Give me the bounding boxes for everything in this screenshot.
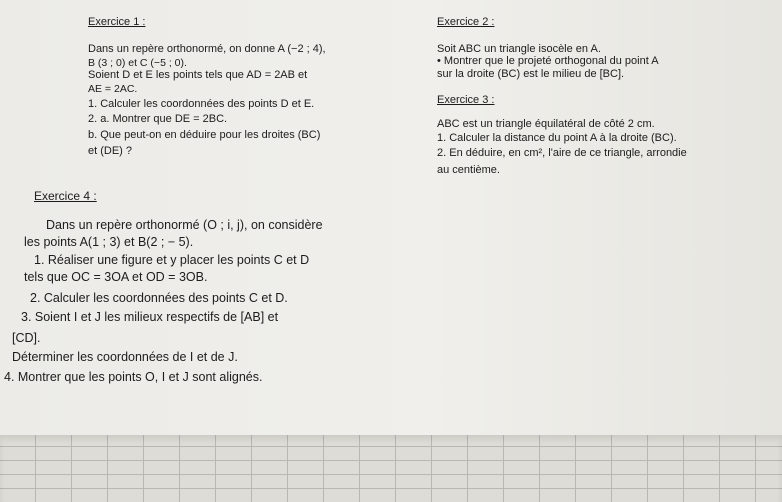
exercise-1-line: Dans un repère orthonormé, on donne A (−2 ; 4), bbox=[88, 43, 326, 55]
exercise-4-title: Exercice 4 : bbox=[34, 189, 97, 203]
exercise-1-line: b. Que peut-on en déduire pour les droites (BC) bbox=[88, 129, 321, 141]
exercise-2-title: Exercice 2 : bbox=[437, 16, 495, 28]
exercise-4-line: 2. Calculer les coordonnées des points C et D. bbox=[30, 291, 288, 305]
exercise-4-line: [CD]. bbox=[12, 331, 41, 345]
exercise-1-line: et (DE) ? bbox=[88, 145, 133, 157]
exercise-4-line: 3. Soient I et J les milieux respectifs de [AB] et bbox=[21, 310, 279, 324]
exercise-3-title: Exercice 3 : bbox=[437, 94, 495, 106]
exercise-4-line: Déterminer les coordonnées de I et de J. bbox=[12, 350, 238, 364]
exercise-4-line: 1. Réaliser une figure et y placer les points C et D bbox=[34, 253, 310, 267]
exercise-1-title: Exercice 1 : bbox=[88, 16, 146, 28]
exercise-4-line: les points A(1 ; 3) et B(2 ; − 5). bbox=[24, 235, 194, 249]
exercise-2-line: sur la droite (BC) est le milieu de [BC]. bbox=[437, 68, 625, 80]
exercise-1-line: B (3 ; 0) et C (−5 ; 0). bbox=[88, 57, 187, 69]
exercise-2-line: Soit ABC un triangle isocèle en A. bbox=[437, 43, 601, 55]
exercise-4-line: 4. Montrer que les points O, I et J sont alignés. bbox=[4, 370, 263, 384]
exercise-3-line: au centième. bbox=[437, 164, 500, 176]
exercise-3-line: 2. En déduire, en cm², l'aire de ce triangle, arrondie bbox=[437, 147, 687, 159]
exercise-4-line: tels que OC = 3OA et OD = 3OB. bbox=[24, 270, 208, 284]
exercise-3-line: 1. Calculer la distance du point A à la droite (BC). bbox=[437, 132, 677, 144]
exercise-2-line: • Montrer que le projeté orthogonal du point A bbox=[437, 55, 659, 67]
exercise-3-line: ABC est un triangle équilatéral de côté 2 cm. bbox=[437, 118, 655, 130]
exercise-4-line: Dans un repère orthonormé (O ; i, j), on considère bbox=[46, 218, 323, 232]
exercise-1-line: 2. a. Montrer que DE = 2BC. bbox=[88, 113, 228, 125]
exercise-1-line: Soient D et E les points tels que AD = 2AB et bbox=[88, 69, 308, 81]
exercise-1-line: AE = 2AC. bbox=[88, 83, 138, 95]
exercise-1-line: 1. Calculer les coordonnées des points D et E. bbox=[88, 98, 315, 110]
grid-paper-strip bbox=[0, 435, 782, 502]
